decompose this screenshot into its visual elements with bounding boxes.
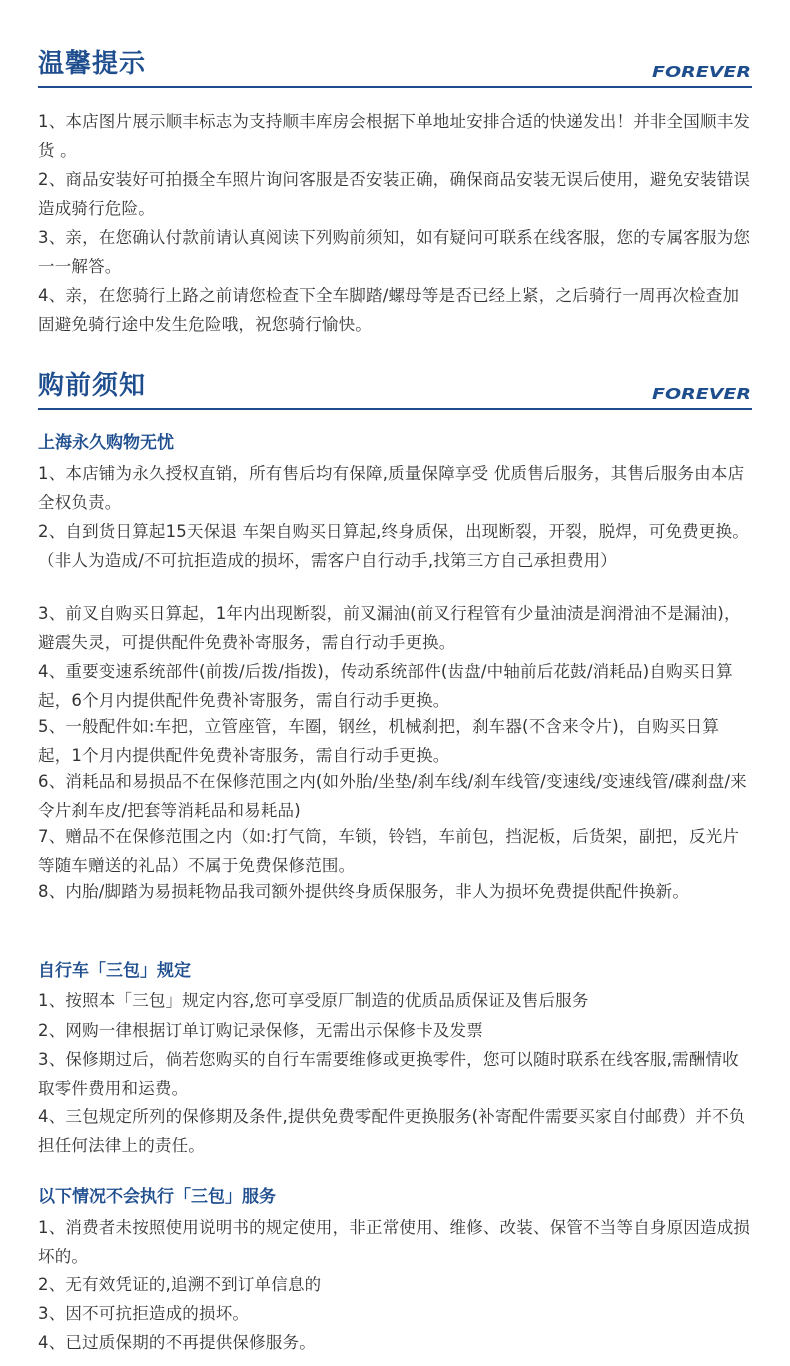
notice-item: 1、本店铺为永久授权直销，所有售后均有保障,质量保障享受 优质售后服务，其售后服务由本店全权负责。 [38, 464, 745, 512]
tip-item: 4、亲，在您骑行上路之前请您检查下全车脚踏/螺母等是否已经上紧，之后骑行一周再次检查加固避免骑行途中发生危险哦，祝您骑行愉快。 [38, 286, 740, 334]
notice-item: 8、内胎/脚踏为易损耗物品我司额外提供终身质保服务，非人为损坏免费提供配件换新。 [38, 882, 690, 901]
tip-item: 2、商品安装好可拍摄全车照片询问客服是否安装正确，确保商品安装无误后使用，避免安装错误造成骑行危险。 [38, 170, 751, 218]
tips-title: 温馨提示 [38, 49, 147, 79]
group-title: 自行车「三包」规定 [38, 961, 191, 981]
notice-item: 5、一般配件如:车把，立管座管，车圈，钢丝，机械刹把，刹车器(不含来令片)，自购买日算起，1个月内提供配件免费补寄服务，需自行动手更换。 [38, 717, 720, 765]
notice-item: 3、因不可抗拒造成的损坏。 [38, 1304, 250, 1323]
notice-item: 4、三包规定所列的保修期及条件,提供免费零配件更换服务(补寄配件需要买家自付邮费）并不负担任何法律上的责任。 [38, 1107, 746, 1155]
forever-logo [652, 384, 752, 402]
notice-item: 6、消耗品和易损品不在保修范围之内(如外胎/坐垫/刹车线/刹车线管/变速线/变速线管/碟刹盘/来令片刹车皮/把套等消耗品和易耗品) [38, 772, 747, 820]
notice-item: 2、自到货日算起15天保退 车架自购买日算起,终身质保，出现断裂，开裂，脱焊，可免费更换。（非人为造成/不可抗拒造成的损坏，需客户自行动手,找第三方自己承担费用） [38, 522, 749, 570]
notice-item: 3、前叉自购买日算起，1年内出现断裂，前叉漏油(前叉行程管有少量油渍是润滑油不是漏油)，避震失灵，可提供配件免费补寄服务，需自行动手更换。 [38, 604, 741, 652]
forever-logo [652, 62, 752, 80]
logo-text: FOREVER [652, 385, 751, 402]
notice-title: 购前须知 [38, 371, 147, 401]
tip-item: 3、亲，在您确认付款前请认真阅读下列购前须知，如有疑问可联系在线客服，您的专属客服为您一一解答。 [38, 228, 751, 276]
logo-text: FOREVER [652, 63, 751, 80]
tip-item: 1、本店图片展示顺丰标志为支持顺丰库房会根据下单地址安排合适的快递发出！并非全国顺丰发货 。 [38, 112, 751, 160]
group-title: 上海永久购物无忧 [38, 433, 174, 453]
notice-item: 4、重要变速系统部件(前拨/后拨/指拨)，传动系统部件(齿盘/中轴前后花鼓/消耗品)自购买日算起，6个月内提供配件免费补寄服务，需自行动手更换。 [38, 662, 733, 710]
notice-item: 4、已过质保期的不再提供保修服务。 [38, 1333, 316, 1352]
notice-header [38, 366, 752, 410]
tips-header [38, 44, 752, 88]
group-title: 以下情况不会执行「三包」服务 [38, 1187, 276, 1207]
notice-item: 2、无有效凭证的,追溯不到订单信息的 [38, 1275, 322, 1294]
notice-item: 7、赠品不在保修范围之内（如:打气筒，车锁，铃铛，车前包，挡泥板，后货架，副把，反光片等随车赠送的礼品）不属于免费保修范围。 [38, 827, 740, 875]
notice-item: 1、按照本「三包」规定内容,您可享受原厂制造的优质品质保证及售后服务 [38, 991, 589, 1010]
notice-item: 1、消费者未按照使用说明书的规定使用，非正常使用、维修、改装、保管不当等自身原因造成损坏的。 [38, 1218, 751, 1266]
notice-item: 2、网购一律根据订单订购记录保修，无需出示保修卡及发票 [38, 1021, 483, 1040]
notice-item: 3、保修期过后，倘若您购买的自行车需要维修或更换零件，您可以随时联系在线客服,需酬情收取零件费用和运费。 [38, 1050, 739, 1098]
